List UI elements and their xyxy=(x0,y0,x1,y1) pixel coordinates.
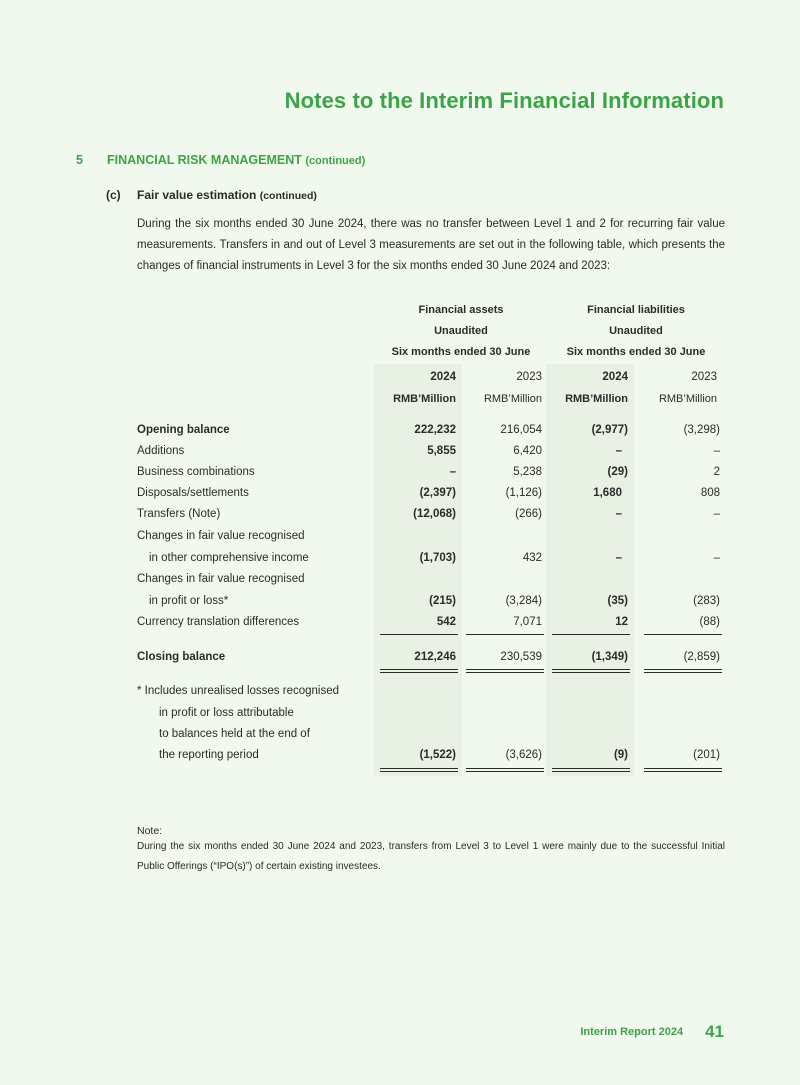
footnote-line-a24-1 xyxy=(380,768,458,769)
subsection-title: Fair value estimation xyxy=(137,188,257,202)
row-label-additions: Additions xyxy=(137,445,185,457)
val-disposals-l23: 808 xyxy=(700,487,720,499)
unit-liabilities-2024: RMB’Million xyxy=(565,393,628,405)
footnote-line-l24-1 xyxy=(552,768,630,769)
val-business-a23: 5,238 xyxy=(513,466,542,478)
subtotal-line-a24 xyxy=(380,634,458,635)
total-line-l23-2 xyxy=(644,672,722,673)
val-currency-a23: 7,071 xyxy=(513,616,542,628)
unit-assets-2024: RMB’Million xyxy=(393,393,456,405)
val-closing-a23: 230,539 xyxy=(500,651,542,663)
group-liabilities-sub2: Six months ended 30 June xyxy=(566,346,706,358)
page-footer xyxy=(580,1022,724,1042)
year-assets-2024: 2024 xyxy=(430,371,456,383)
subtotal-line-l24 xyxy=(552,634,630,635)
val-opening-a24: 222,232 xyxy=(414,424,456,436)
subsection-suffix: (continued) xyxy=(259,190,317,202)
footnote-line-1: * Includes unrealised losses recognised xyxy=(137,685,340,697)
val-additions-a23: 6,420 xyxy=(513,445,542,457)
val-closing-l23: (2,859) xyxy=(683,651,720,663)
val-footnote-l23: (201) xyxy=(693,749,720,761)
val-closing-l24: (1,349) xyxy=(591,651,628,663)
row-label-changes-oci-2: in other comprehensive income xyxy=(149,552,309,564)
val-opening-l24: (2,977) xyxy=(591,424,628,436)
val-footnote-a23: (3,626) xyxy=(505,749,542,761)
report-name: Interim Report 2024 xyxy=(580,1026,684,1038)
val-currency-a24: 542 xyxy=(436,616,456,628)
section-heading xyxy=(76,153,365,167)
intro-paragraph: During the six months ended 30 June 2024, there was no transfer between Level 1 and 2 for recurring fair value measurements. Transfers in and out of Level 3 measurements are set out in the following table, which presents the changes of financial instruments in Level 3 for the six months ended 30 June 2024 and 2023: xyxy=(137,218,725,272)
group-liabilities-title: Financial liabilities xyxy=(587,304,685,316)
val-opening-a23: 216,054 xyxy=(500,424,542,436)
val-pl-a24: (215) xyxy=(429,595,456,607)
group-assets-sub2: Six months ended 30 June xyxy=(391,346,531,358)
total-line-l24-1 xyxy=(552,669,630,670)
val-disposals-a24: (2,397) xyxy=(419,487,456,499)
group-assets-sub1: Unaudited xyxy=(434,325,488,337)
row-label-changes-pl-2: in profit or loss* xyxy=(149,595,229,607)
subsection-heading xyxy=(106,188,317,202)
val-oci-l23: – xyxy=(713,552,720,564)
val-additions-l23: – xyxy=(713,445,720,457)
year-assets-2023: 2023 xyxy=(516,371,542,383)
val-currency-l23: (88) xyxy=(699,616,720,628)
footnote-line-4: the reporting period xyxy=(159,749,259,761)
row-label-business-combinations: Business combinations xyxy=(137,466,255,478)
total-line-a23-1 xyxy=(466,669,544,670)
val-transfers-a24: (12,068) xyxy=(413,508,456,520)
val-currency-l24: 12 xyxy=(615,616,628,628)
val-footnote-a24: (1,522) xyxy=(419,749,456,761)
row-label-changes-pl-1: Changes in fair value recognised xyxy=(137,573,305,585)
val-business-l24: (29) xyxy=(607,466,628,478)
subsection-label: (c) xyxy=(106,188,121,202)
unit-liabilities-2023: RMB’Million xyxy=(658,393,717,405)
subtotal-line-l23 xyxy=(644,634,722,635)
row-label-transfers: Transfers (Note) xyxy=(137,508,221,520)
footnote-line-3: to balances held at the end of xyxy=(159,728,310,740)
val-footnote-l24: (9) xyxy=(613,749,628,761)
val-additions-l24: – xyxy=(615,445,622,457)
val-closing-a24: 212,246 xyxy=(414,651,456,663)
footnote-line-a23-2 xyxy=(466,771,544,772)
section-title: FINANCIAL RISK MANAGEMENT xyxy=(107,153,302,167)
val-business-l23: 2 xyxy=(713,466,720,478)
total-line-a24-2 xyxy=(380,672,458,673)
val-business-a24: – xyxy=(449,466,456,478)
val-oci-a23: 432 xyxy=(522,552,542,564)
total-line-a23-2 xyxy=(466,672,544,673)
val-additions-a24: 5,855 xyxy=(427,445,456,457)
section-suffix: (continued) xyxy=(305,155,366,167)
section-number: 5 xyxy=(76,153,83,167)
row-label-changes-oci-1: Changes in fair value recognised xyxy=(137,530,305,542)
val-oci-a24: (1,703) xyxy=(419,552,456,564)
unit-assets-2023: RMB’Million xyxy=(483,393,542,405)
footnote-line-2: in profit or loss attributable xyxy=(159,707,294,719)
row-label-disposals: Disposals/settlements xyxy=(137,487,249,499)
total-line-l24-2 xyxy=(552,672,630,673)
val-disposals-l24: 1,680 xyxy=(593,487,622,499)
val-pl-a23: (3,284) xyxy=(505,595,542,607)
row-label-closing-balance: Closing balance xyxy=(137,651,226,663)
note-label: Note: xyxy=(137,825,163,837)
page-number: 41 xyxy=(705,1022,724,1041)
footnote-line-l24-2 xyxy=(552,771,630,772)
row-label-currency-translation: Currency translation differences xyxy=(137,616,300,628)
footnote-line-a24-2 xyxy=(380,771,458,772)
val-oci-l24: – xyxy=(615,552,622,564)
val-disposals-a23: (1,126) xyxy=(505,487,542,499)
year-liabilities-2024: 2024 xyxy=(602,371,628,383)
footnote-line-a23-1 xyxy=(466,768,544,769)
total-line-l23-1 xyxy=(644,669,722,670)
row-label-opening-balance: Opening balance xyxy=(137,424,230,436)
val-pl-l23: (283) xyxy=(693,595,720,607)
val-transfers-l24: – xyxy=(615,508,622,520)
val-transfers-a23: (266) xyxy=(515,508,542,520)
year-liabilities-2023: 2023 xyxy=(691,371,717,383)
group-liabilities-sub1: Unaudited xyxy=(609,325,663,337)
footnote-line-l23-2 xyxy=(644,771,722,772)
val-pl-l24: (35) xyxy=(607,595,628,607)
page-title: Notes to the Interim Financial Information xyxy=(284,88,724,113)
group-assets-title: Financial assets xyxy=(418,304,504,316)
note-text: During the six months ended 30 June 2024 and 2023, transfers from Level 3 to Level 1 were mainly due to the successful Initial Public Offerings (“IPO(s)”) of certain existing investees. xyxy=(137,841,725,872)
val-opening-l23: (3,298) xyxy=(683,424,720,436)
footnote-line-l23-1 xyxy=(644,768,722,769)
val-transfers-l23: – xyxy=(713,508,720,520)
subtotal-line-a23 xyxy=(466,634,544,635)
total-line-a24-1 xyxy=(380,669,458,670)
